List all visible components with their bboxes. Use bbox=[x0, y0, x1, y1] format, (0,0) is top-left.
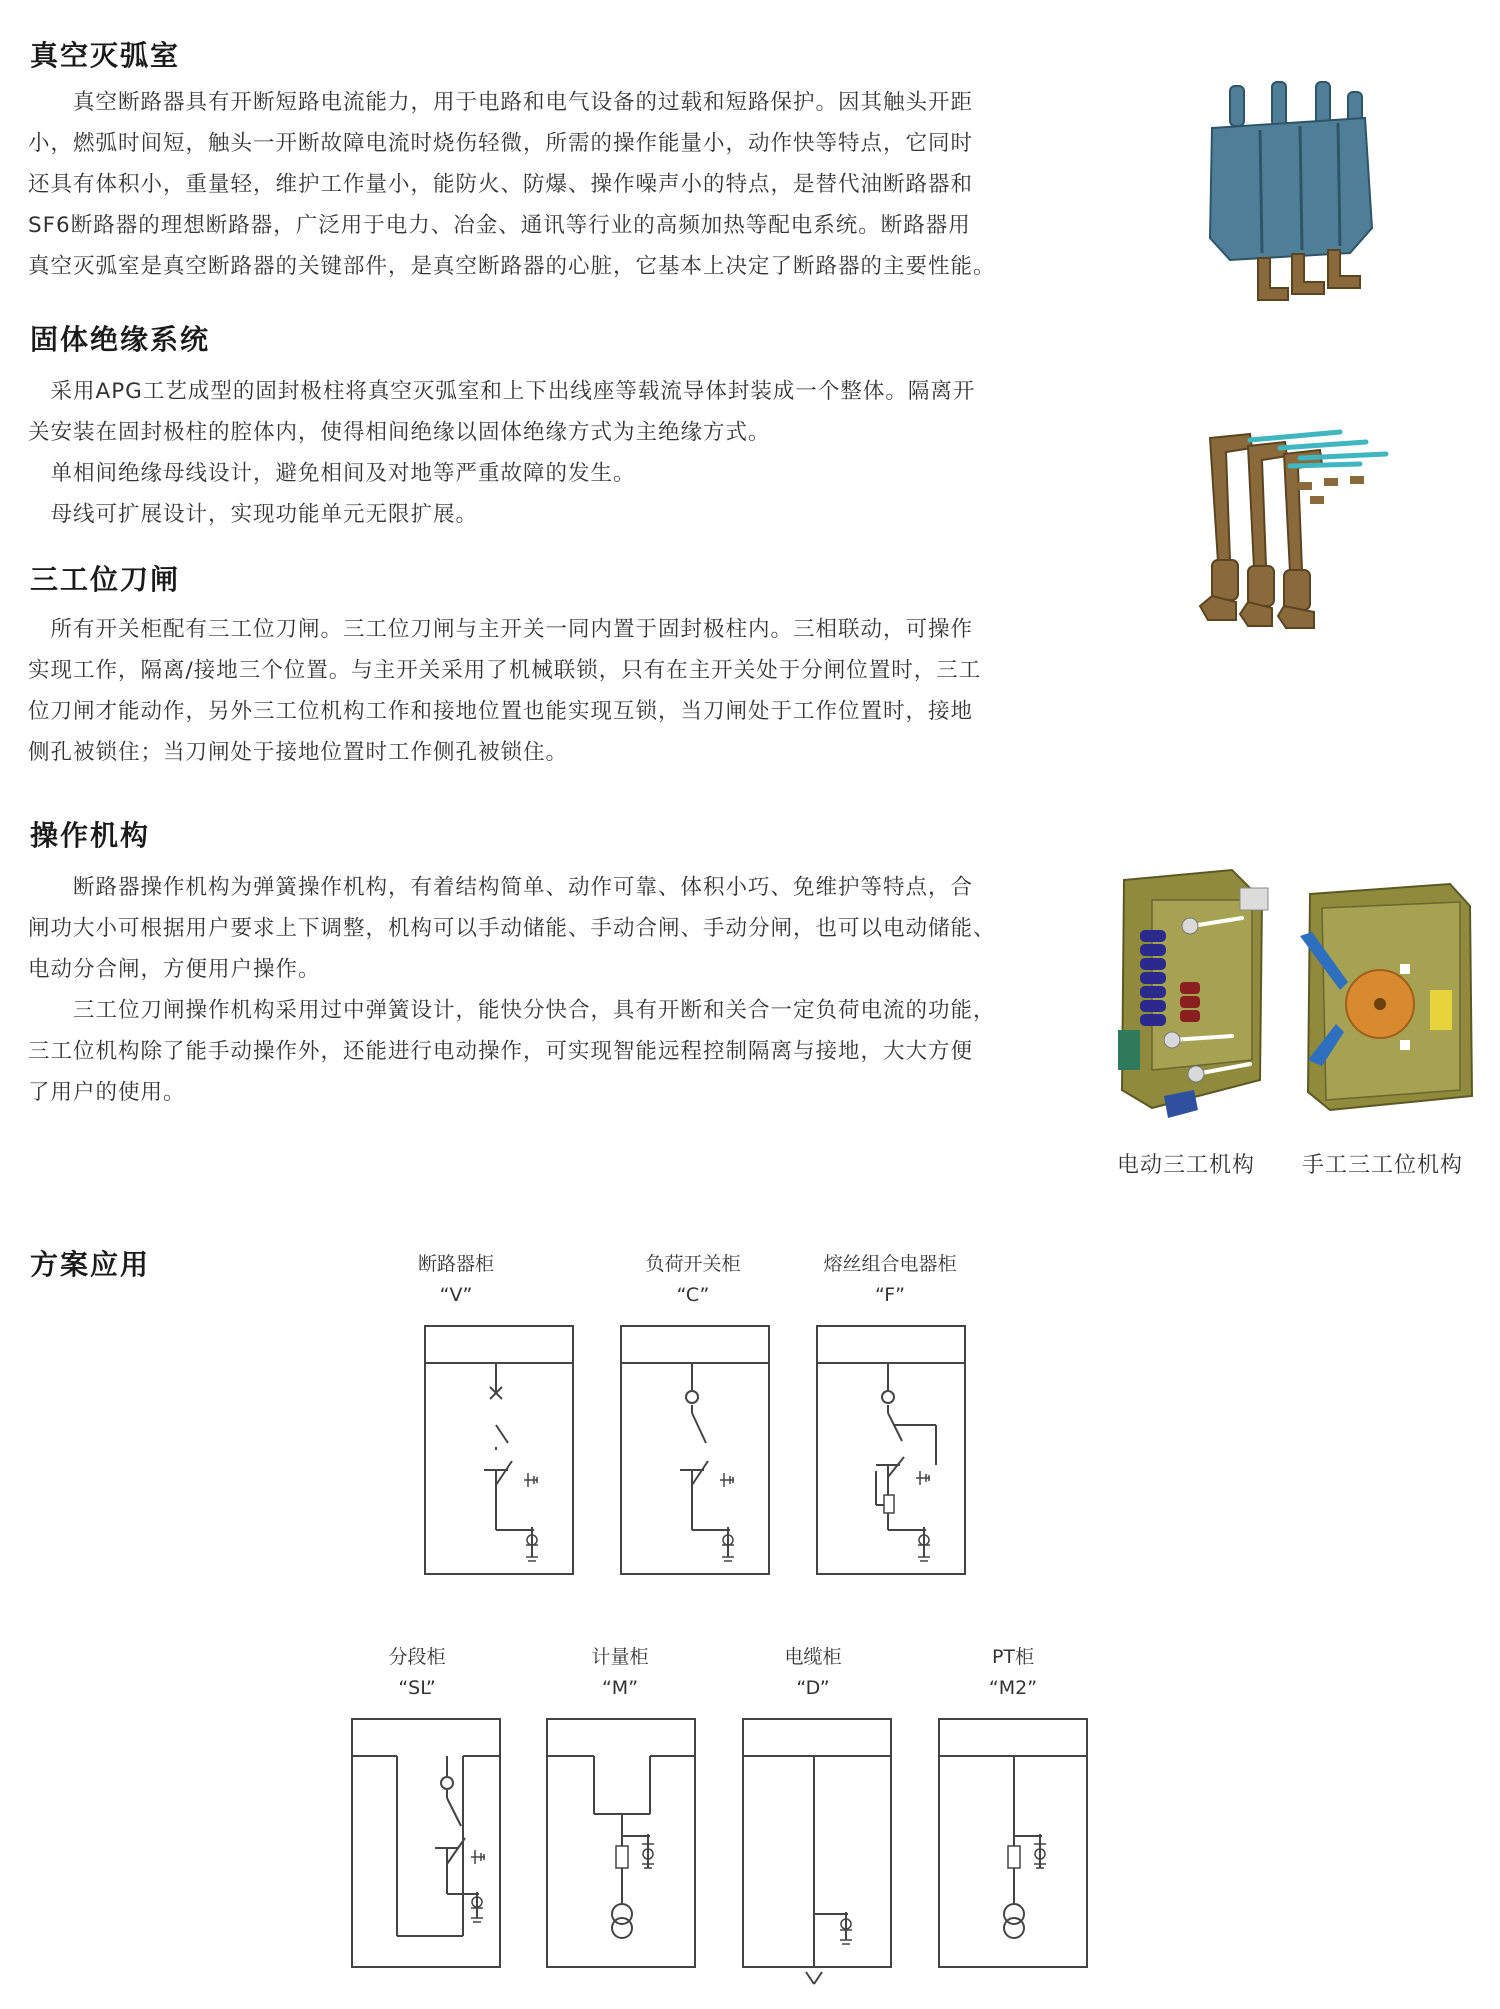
scheme-code: “D” bbox=[796, 1677, 830, 1699]
text-line: 三工位机构除了能手动操作外，还能进行电动操作，可实现智能远程控制隔离与接地，大大方便 bbox=[28, 1039, 974, 1064]
scheme-label-m2 bbox=[913, 1642, 1113, 1704]
diagram-load-switch-cabinet bbox=[620, 1325, 770, 1575]
text-line: 电动分合闸，方便用户操作。 bbox=[28, 957, 321, 982]
diagram-pt-cabinet bbox=[938, 1718, 1088, 1968]
text-line: 了用户的使用。 bbox=[28, 1080, 186, 1105]
text-line: 采用APG工艺成型的固封极柱将真空灭弧室和上下出线座等载流导体封装成一个整体。隔离开 bbox=[28, 379, 976, 404]
scheme-name: 负荷开关柜 bbox=[645, 1253, 741, 1275]
text-line: 闸功大小可根据用户要求上下调整，机构可以手动储能、手动合闸、手动分闸，也可以电动储能、 bbox=[28, 916, 996, 941]
conductor-assembly-image bbox=[1190, 420, 1410, 640]
scheme-name: 熔丝组合电器柜 bbox=[823, 1253, 957, 1275]
text-line: 位刀闸才能动作，另外三工位机构工作和接地位置也能实现互锁，当刀闸处于工作位置时，接地 bbox=[28, 699, 974, 724]
scheme-name: 电缆柜 bbox=[784, 1646, 842, 1668]
text-line: 实现工作，隔离/接地三个位置。与主开关采用了机械联锁，只有在主开关处于分闸位置时，三工 bbox=[28, 658, 982, 683]
text-line: 关安装在固封极柱的腔体内，使得相间绝缘以固体绝缘方式为主绝缘方式。 bbox=[28, 420, 771, 445]
section-title-solid-insulation: 固体绝缘系统 bbox=[30, 323, 211, 356]
caption-manual-mechanism: 手工三工位机构 bbox=[1302, 1153, 1464, 1178]
scheme-code: “SL” bbox=[398, 1677, 436, 1699]
diagram-section-cabinet bbox=[351, 1718, 501, 1968]
scheme-name: PT柜 bbox=[991, 1646, 1035, 1668]
text-line: 母线可扩展设计，实现功能单元无限扩展。 bbox=[28, 502, 479, 527]
section-title-mechanism: 操作机构 bbox=[30, 819, 151, 852]
manual-mechanism-image bbox=[1300, 880, 1480, 1120]
electric-mechanism-image bbox=[1112, 860, 1272, 1125]
text-line: 三工位刀闸操作机构采用过中弹簧设计，能快分快合，具有开断和关合一定负荷电流的功能， bbox=[28, 998, 996, 1023]
section-title-schemes: 方案应用 bbox=[30, 1248, 151, 1281]
scheme-code: “M2” bbox=[988, 1677, 1038, 1699]
section-title-three-position: 三工位刀闸 bbox=[30, 563, 181, 596]
text-line: 还具有体积小，重量轻，维护工作量小，能防火、防爆、操作噪声小的特点，是替代油断路器和 bbox=[28, 172, 974, 197]
text-line: 真空灭弧室是真空断路器的关键部件，是真空断路器的心脏，它基本上决定了断路器的主要性能。 bbox=[28, 254, 996, 279]
scheme-label-v bbox=[356, 1249, 556, 1311]
scheme-label-d bbox=[713, 1642, 913, 1704]
diagram-metering-cabinet bbox=[546, 1718, 696, 1968]
text-line: 侧孔被锁住；当刀闸处于接地位置时工作侧孔被锁住。 bbox=[28, 740, 569, 765]
scheme-name: 断路器柜 bbox=[417, 1253, 494, 1275]
scheme-code: “C” bbox=[676, 1284, 710, 1306]
diagram-cable-cabinet bbox=[742, 1718, 892, 1988]
text-line: 单相间绝缘母线设计，避免相间及对地等严重故障的发生。 bbox=[28, 461, 636, 486]
vacuum-chamber-image bbox=[1200, 78, 1390, 318]
scheme-label-sl bbox=[317, 1642, 517, 1704]
scheme-code: “V” bbox=[439, 1284, 473, 1306]
scheme-code: “M” bbox=[601, 1677, 639, 1699]
scheme-name: 分段柜 bbox=[388, 1646, 446, 1668]
caption-electric-mechanism: 电动三工机构 bbox=[1117, 1153, 1256, 1178]
diagram-fuse-combo-cabinet bbox=[816, 1325, 966, 1575]
scheme-label-c bbox=[593, 1249, 793, 1311]
text-line: 所有开关柜配有三工位刀闸。三工位刀闸与主开关一同内置于固封极柱内。三相联动，可操作 bbox=[28, 617, 974, 642]
text-line: 真空断路器具有开断短路电流能力，用于电路和电气设备的过载和短路保护。因其触头开距 bbox=[28, 90, 974, 115]
section-title-vacuum: 真空灭弧室 bbox=[30, 39, 181, 72]
scheme-label-f bbox=[790, 1249, 990, 1311]
scheme-name: 计量柜 bbox=[591, 1646, 649, 1668]
scheme-code: “F” bbox=[874, 1284, 906, 1306]
text-line: 小，燃弧时间短，触头一开断故障电流时烧伤轻微，所需的操作能量小，动作快等特点，它同时 bbox=[28, 131, 974, 156]
diagram-breaker-cabinet bbox=[424, 1325, 574, 1575]
text-line: 断路器操作机构为弹簧操作机构，有着结构简单、动作可靠、体积小巧、免维护等特点，合 bbox=[28, 875, 974, 900]
text-line: SF6断路器的理想断路器，广泛用于电力、冶金、通讯等行业的高频加热等配电系统。断路器用 bbox=[28, 213, 971, 238]
scheme-label-m bbox=[520, 1642, 720, 1704]
